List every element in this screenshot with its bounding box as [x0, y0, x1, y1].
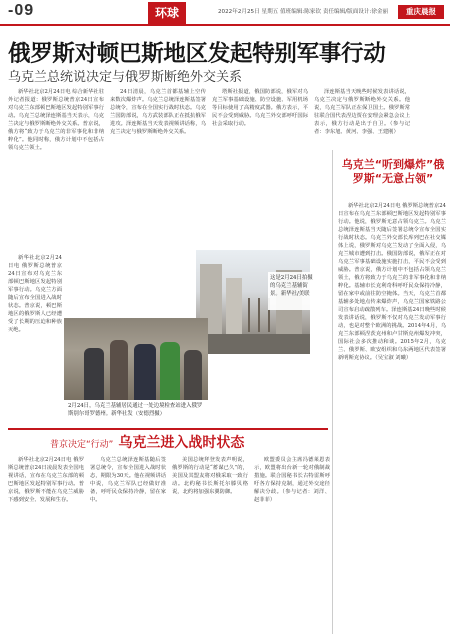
section-divider	[8, 428, 328, 430]
second-article-column-3	[172, 456, 248, 634]
main-article-text: 新华社北京2月24日电 综合新华社驻外记者报道：俄罗斯总统普京24日宣布对乌克兰东部顿巴斯地区发起特别军事行动。乌克兰总统泽连斯基当天表示，乌克兰决定与俄罗斯断绝外交关系。普京说，俄方将“致力于乌克兰的非军事化和非纳粹化”。他同时称，俄方计划中不包括占领乌克兰领土。	[8, 89, 104, 151]
section-tag: 环球	[148, 2, 186, 24]
main-headline: 俄罗斯对顿巴斯地区发起特别军事行动	[8, 41, 386, 67]
second-article-text: 新华社北京2月24日电 俄罗斯总统普京24日凌晨发表全国电视讲话，宣布在乌克兰东部的顿巴斯地区发起特别军事行动。普京说，俄罗斯不能在乌克兰威胁下感到安全、发展和生存。	[8, 457, 84, 503]
page-header	[0, 0, 450, 26]
second-article-column-2	[90, 456, 166, 634]
header-info: 2022年2月25日 星期五 值班编辑:陈家钦 责任编辑/版面设计:徐金丽	[218, 9, 389, 15]
second-headline-main: 乌克兰进入战时状态	[118, 435, 245, 451]
side-article-column	[338, 202, 446, 634]
left-article-text: 新华社北京2月24日电 俄罗斯总统普京24日宣布对乌克兰东部顿巴斯地区发起特别军事行动。乌克兰方面随后宣布全国进入战时状态。普京说，顿巴斯地区的俄罗斯人已经遭受了长期的压迫和种族灭绝。	[8, 255, 62, 333]
photo2-caption: 2月24日，乌克兰基辅居民通过一处边境检查站进入俄罗斯别尔哥罗德州。新华社发（安德烈摄）	[68, 403, 203, 417]
main-article-text: 24日清晨，乌克兰首都基辅上空传来数次爆炸声。乌克兰总统泽连斯基签署总统令，宣布在全国实行战时状态。乌克兰国防部说，乌方武装部队正在抵抗俄军进攻。泽连斯基当天发表视频讲话称，乌克兰决定与俄罗斯断绝外交关系。	[110, 89, 206, 135]
side-article-text: 新华社北京2月24日电 俄罗斯总统普京24日宣布在乌克兰东部顿巴斯地区发起特别军事行动。他说，俄罗斯无意占领乌克兰。乌克兰总统泽连斯基当天随后签署总统令宣布全国实行战时状态。乌克兰外交部长库列巴在社交媒体上说，俄罗斯对乌克兰发动了全面入侵，乌克兰城市遭到打击。俄国防部说，俄军正在对乌克兰军事基础设施实施打击，平民不会受到威胁。普京说，俄方计划中不包括占领乌克兰领土，俄方将致力于乌克兰的非军事化和非纳粹化。基辅市长克利奇科呼吁民众保持冷静，留在家中或前往防空掩体。当天，乌克兰首都基辅多处地点传来爆炸声，乌克兰国家铁路公司宣布启动疏散列车。泽连斯基24日晚些时候发表讲话说，俄罗斯不仅对乌克兰发动军事行动，也是对整个欧洲的挑战。2014年4月，乌克兰东部顿涅茨克州和卢甘斯克州爆发冲突，国际社会多次推动和谈。2015年2月，乌克兰、俄罗斯、欧安组织和乌东两地区代表签署新明斯克协议。（吴宝淑 刘曦）	[338, 203, 446, 361]
photo1-caption: 这是2月24日拍摄的乌克兰基辅街景。新华社/美联	[268, 272, 318, 310]
main-article-column-3	[212, 88, 308, 250]
second-article-column-1	[8, 456, 84, 634]
second-article-text: 欧盟委员会主席冯德莱恩表示，欧盟将出台新一轮对俄制裁措施。联合国秘书长古特雷斯呼吁各方保持克制，通过外交途径解决分歧。（参与记者：刘洋、赵菲菲）	[254, 457, 330, 503]
main-subheadline: 乌克兰总统说决定与俄罗斯断绝外交关系	[8, 70, 243, 85]
second-headline-prefix: 普京决定“行动”	[50, 440, 114, 450]
second-article-text: 乌克兰总统泽连斯基随后签署总统令，宣布全国进入战时状态，期限为30天。他在视频讲话中说，乌克兰军队已经做好准备，呼吁民众保持冷静，留在家中。	[90, 457, 166, 503]
left-article-column	[8, 254, 62, 394]
main-article-column-2	[110, 88, 206, 250]
newspaper-logo: 重庆晨报	[398, 5, 444, 19]
column-divider	[332, 150, 333, 634]
main-article-column-1	[8, 88, 104, 250]
second-article-text: 美国总统拜登发表声明说，俄罗斯的行动是“蓄谋已久”的，美国及其盟友将对俄采取一致行动。北约秘书长斯托尔滕贝格说，北约将加强东翼防御。	[172, 457, 248, 495]
second-headline	[50, 432, 330, 454]
border-crossing-photo	[64, 318, 208, 400]
side-headline: 乌克兰“听到爆炸”俄罗斯“无意占领”	[341, 158, 445, 185]
page-number: -09	[8, 2, 35, 19]
main-article-text: 塔斯社报道，俄国防部说，俄军对乌克兰军事基础设施、防空设施、军用机场等目标使用了高精度武器。俄方表示，平民不会受到威胁。乌克兰外交部呼吁国际社会采取行动。	[212, 89, 308, 127]
main-article-text: 泽连斯基当天晚些时候发表讲话说，乌克兰决定与俄罗斯断绝外交关系。他说，乌克兰军队正在保卫国土。俄罗斯常驻联合国代表涅边贾在安理会紧急会议上表示，俄方行动是出于自卫。（参与记者：李东旭、黄河、李强、王建刚）	[314, 89, 410, 135]
second-article-column-4	[254, 456, 330, 634]
